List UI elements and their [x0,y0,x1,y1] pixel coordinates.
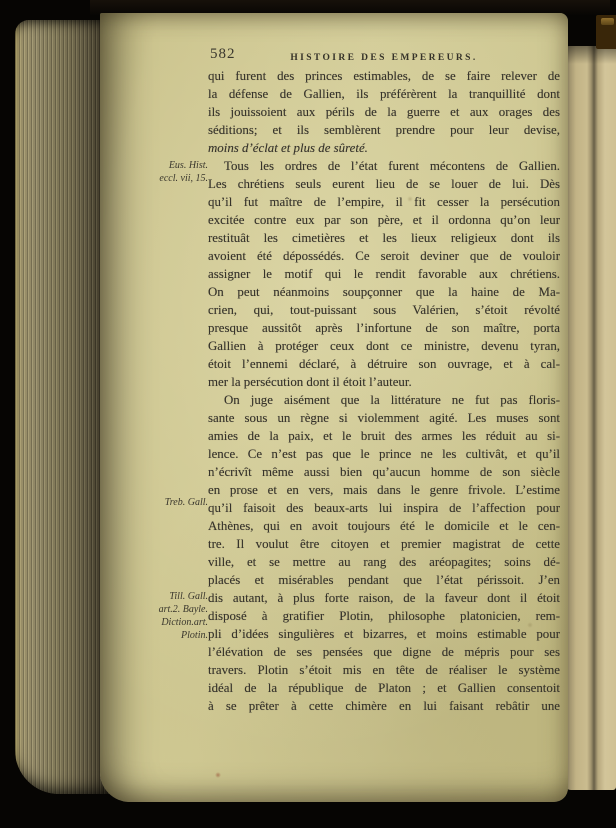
page-number: 582 [210,46,236,62]
text-line: qu’il faisoit des beaux-arts lui inspira de l’affection pour [208,501,560,515]
text-line: ville, et se mettre au rang des aréopagites; soins dé- [208,555,560,569]
text-line: On juge aisément que la littérature ne fut pas floris- [224,393,560,407]
text-line: On peut néanmoins soupçonner que la haine de Ma- [208,285,560,299]
fore-edge-strip [565,46,616,790]
text-line: qu’il fut maître de l’empire, il fit cesser la persécution [208,195,560,209]
note-line: Till. Gall. [169,591,208,602]
text-line: n’écrivît même aussi bien qu’aucun homme de son siècle [208,465,560,479]
running-header: HISTOIRE DES EMPEREURS. [290,53,478,63]
note-line: Diction.art. [161,617,208,628]
text-line: ils jouissoient aux périls de la guerre et aux orages des [208,105,560,119]
text-line: idéal de la république de Platon ; et Gallien consentoit [208,681,560,695]
note-line: Plotin. [181,630,208,641]
margin-note [122,496,208,509]
text-line: avoient été dépossédés. Ce seroit deviner que de vouloir [208,249,560,263]
text-line: amies de la paix, et le bruit des armes les réduit au si- [208,429,560,443]
text-line: en prose et en vers, mais dans le genre frivole. L’estime [208,483,560,497]
text-line: lence. Ce n’est pas que le prince ne les cultivât, et qu’il [208,447,560,461]
note-line: art.2. Bayle. [158,604,208,615]
note-line: Eus. Hist. [168,160,208,171]
text-line: pli d’idées singulières et bizarres, et moins estimable pour [208,627,560,641]
text-line: Gallien à protéger ceux dont ce ministre, devenu tyran, [208,339,560,353]
text-line: presque aussitôt après l’infortune de son maître, porta [208,321,560,335]
text-line: Tous les ordres de l’état furent mécontens de Gallien. [224,159,560,173]
text-line: Athènes, qui en avoit toujours été le domicile et le cen- [208,519,560,533]
text-line: tre. Il voulut être citoyen et premier magistrat de cette [208,537,560,551]
text-line: Les chrétiens seuls eurent lieu de se louer de lui. Dès [208,177,560,191]
text-line: étoit l’ennemi déclaré, à détruire son ouvrage, et à cal- [208,357,560,371]
text-line: la défense de Gallien, ils préférèrent la tranquillité dont [208,87,560,101]
note-line: Treb. Gall. [164,497,208,508]
text-line: séditions; et ils semblèrent prendre pour leur devise, [208,123,560,137]
text-line: sante sous un règne si violemment agité. Les muses sont [208,411,560,425]
text-line: mer la persécution dont il étoit l’auteur. [208,375,412,389]
text-line: qui furent des princes estimables, de se faire relever de [208,69,560,83]
text-line: assigner le motif qui le rendit favorable aux chrétiens. [208,267,560,281]
page-stack-edge [15,20,111,794]
text-line: moins d’éclat et plus de sûreté. [208,141,368,155]
text-line: dis autant, à plus forte raison, de la faveur dont il étoit [208,591,560,605]
binding-gilt-detail [601,18,614,25]
margin-note [122,590,208,642]
text-block [208,67,560,715]
book-page [100,13,568,802]
text-line: excitée contre eux par son père, et il ordonna qu’on leur [208,213,560,227]
text-line: à se prêter à cette chimère en lui faisant rebâtir une [208,699,560,713]
text-line: crien, qui, tout-puissant sous Valérien, s’étoit révolté [208,303,560,317]
text-line: travers. Plotin s’étoit mis en tête de réaliser le système [208,663,560,677]
text-line: restituât les cimetières et les lieux religieux dont ils [208,231,560,245]
text-line: disposé à gratifier Plotin, philosophe platonicien, rem- [208,609,560,623]
margin-note [122,159,208,185]
text-line: placés et misérables pendant que l’état périssoit. J’en [208,573,560,587]
note-line: eccl. vii, 15. [159,173,208,184]
text-line: l’élévation de ses pensées que digne de mépris pour ses [208,645,560,659]
